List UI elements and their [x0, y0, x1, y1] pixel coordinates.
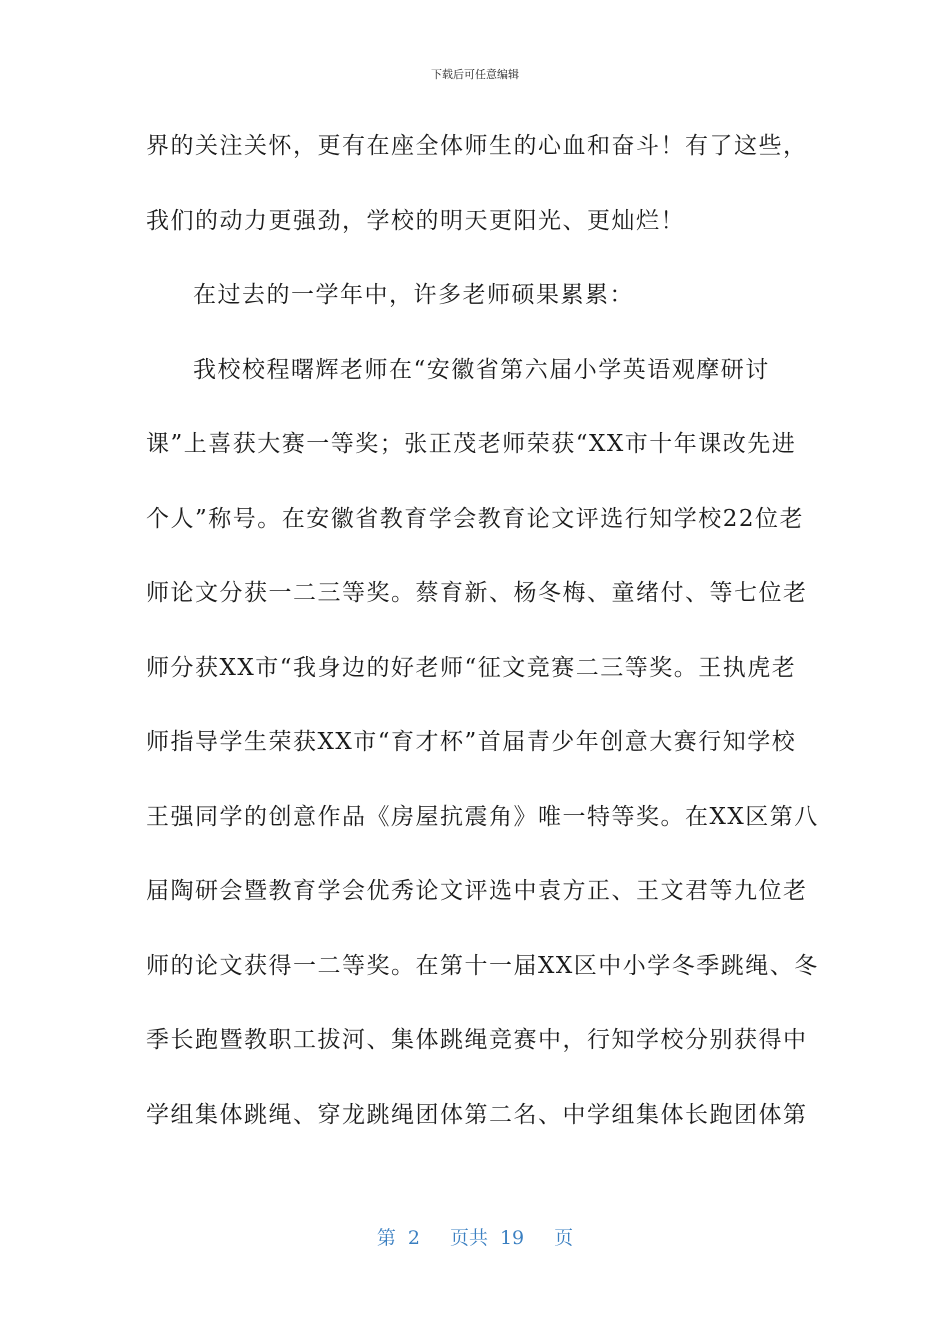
- footer-prefix: 第: [376, 1227, 396, 1249]
- total-pages-number: 19: [499, 1227, 525, 1249]
- text-line: 界的关注关怀，更有在座全体师生的心血和奋斗！有了这些，: [146, 133, 808, 159]
- text-line: 师分获XX市“我身边的好老师“征文竞赛二三等奖。王执虎老: [146, 654, 797, 681]
- page-footer: [0, 1225, 950, 1251]
- text-line: 季长跑暨教职工拔河、集体跳绳竞赛中，行知学校分别获得中: [146, 1027, 808, 1053]
- text-line: 师指导学生荣获XX市“育才杯”首届青少年创意大赛行知学校: [146, 729, 797, 755]
- footer-middle: 页共: [449, 1227, 488, 1249]
- body-text: [146, 124, 819, 1167]
- text-line: 我们的动力更强劲，学校的明天更阳光、更灿烂！: [146, 207, 685, 234]
- text-line: 届陶研会暨教育学会优秀论文评选中袁方正、王文君等九位老: [146, 878, 808, 904]
- text-line: 学组集体跳绳、穿龙跳绳团体第二名、中学组集体长跑团体第: [146, 1101, 808, 1128]
- text-line: 王强同学的创意作品《房屋抗震角》唯一特等奖。在XX区第八: [146, 803, 819, 830]
- footer-suffix: 页: [554, 1227, 574, 1249]
- header-note: 下载后可任意编辑: [431, 68, 519, 81]
- text-line: 在过去的一学年中，许多老师硕果累累：: [193, 282, 634, 308]
- text-line: 我校校程曙辉老师在“安徽省第六届小学英语观摩研讨: [193, 356, 770, 383]
- text-line: 个人”称号。在安徽省教育学会教育论文评选行知学校22位老: [146, 505, 805, 532]
- current-page-number: 2: [407, 1227, 420, 1249]
- text-line: 课”上喜获大赛一等奖；张正茂老师荣获“XX市十年课改先进: [146, 431, 797, 457]
- text-line: 师论文分获一二三等奖。蔡育新、杨冬梅、童绪付、等七位老: [146, 580, 808, 606]
- text-line: 师的论文获得一二等奖。在第十一届XX区中小学冬季跳绳、冬: [146, 952, 819, 979]
